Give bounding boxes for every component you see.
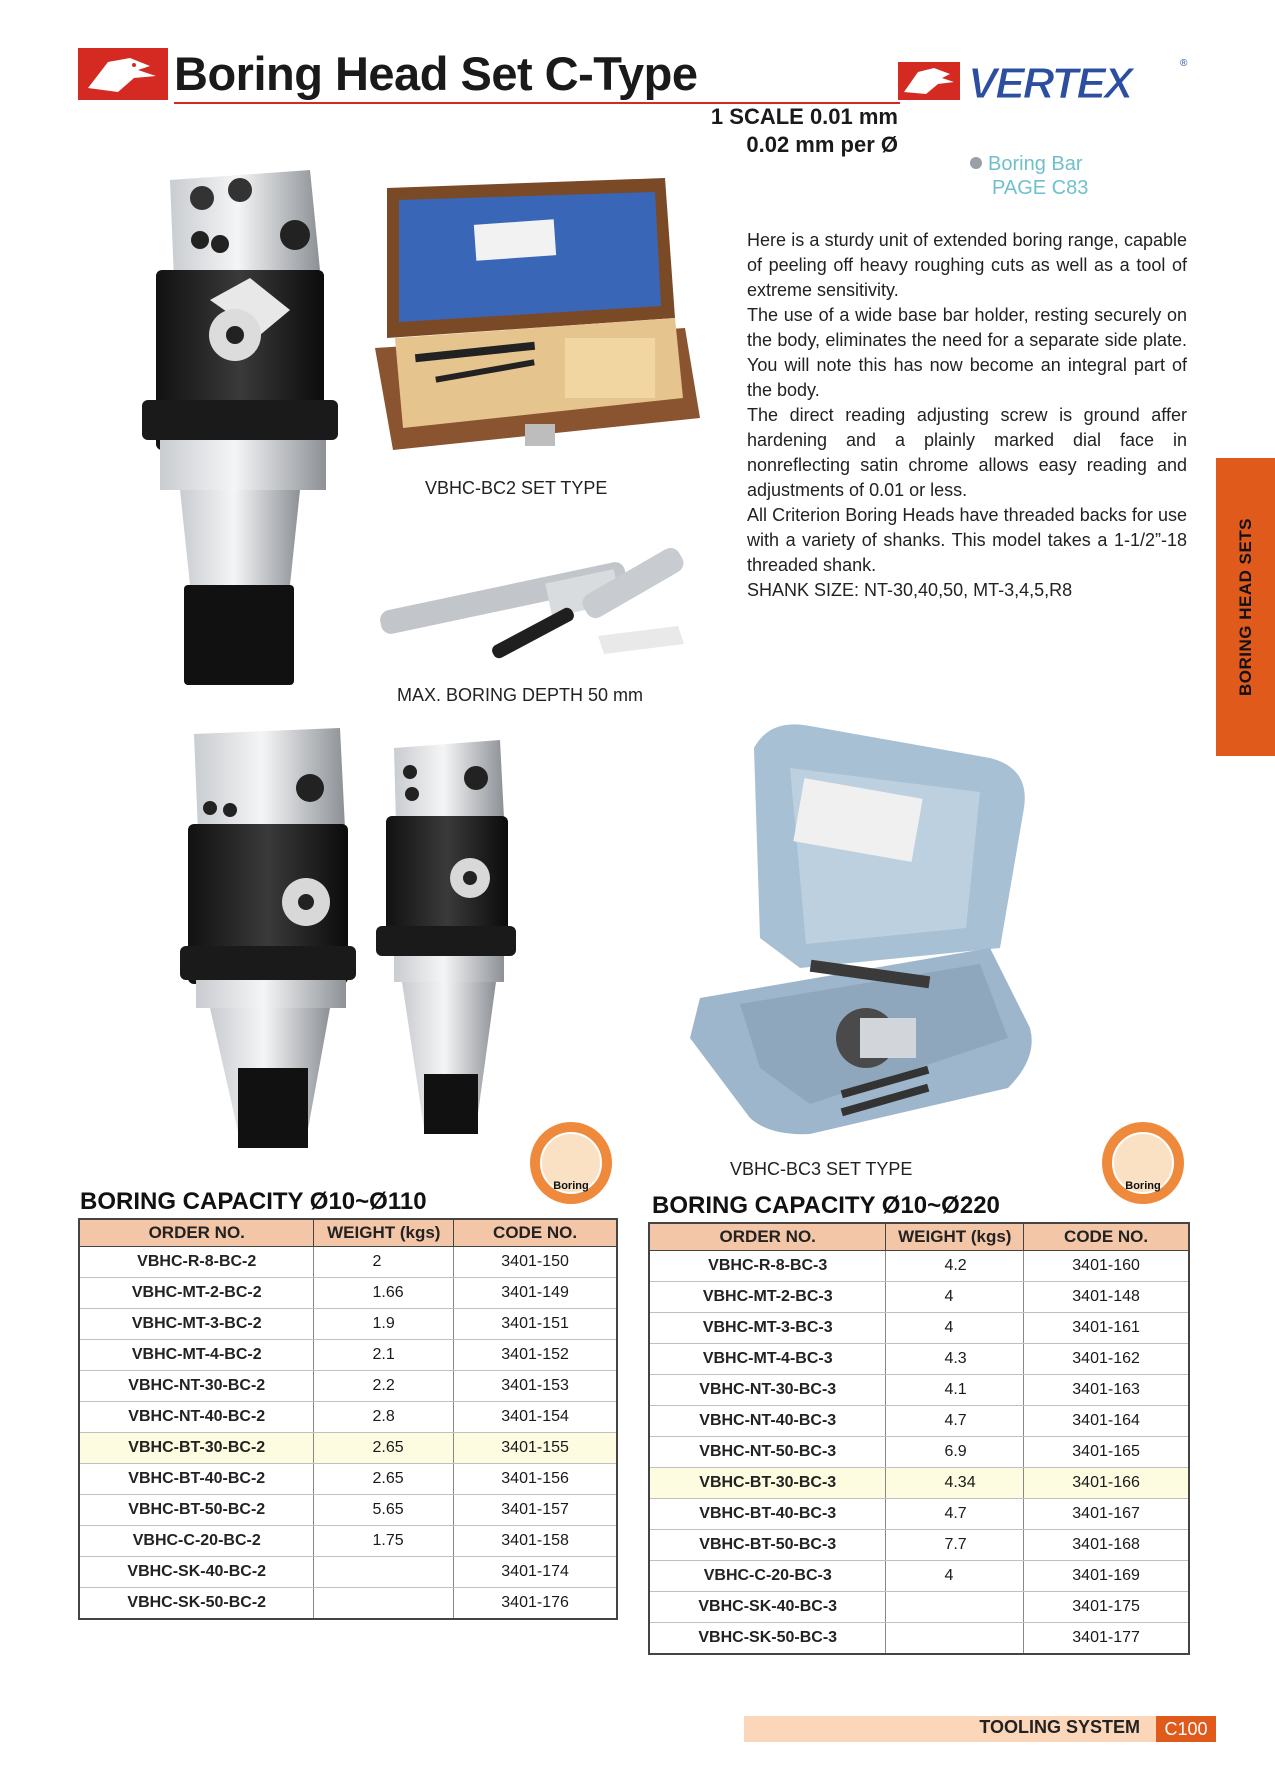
table-row [79, 1402, 617, 1433]
order-no-cell: VBHC-NT-50-BC-3 [649, 1437, 886, 1468]
table-row [649, 1437, 1189, 1468]
footer-section: TOOLING SYSTEM [979, 1717, 1140, 1737]
shank-size-text: SHANK SIZE: NT-30,40,50, MT-3,4,5,R8 [747, 580, 1073, 600]
table-row [649, 1282, 1189, 1313]
table-row [79, 1309, 617, 1340]
two-boring-heads-photo [180, 728, 520, 1150]
code-no-cell: 3401-175 [1024, 1592, 1189, 1623]
description-paragraph: All Criterion Boring Heads have threaded backs for use with a variety of shanks. This model takes a 1-1/2”-18 threaded shank. [747, 505, 1187, 575]
weight-cell: 2 [314, 1247, 454, 1278]
code-no-cell: 3401-176 [454, 1588, 617, 1620]
table-row [79, 1278, 617, 1309]
wooden-case-photo [375, 178, 700, 450]
weight-cell: 4.1 [886, 1375, 1024, 1406]
table-row [79, 1526, 617, 1557]
weight-cell: 4 [886, 1282, 1024, 1313]
page-title: Boring Head Set C-Type [174, 47, 698, 100]
table-row [649, 1406, 1189, 1437]
code-no-cell: 3401-167 [1024, 1499, 1189, 1530]
description-paragraph: Here is a sturdy unit of extended boring range, capable of peeling off heavy roughing cuts as well as a tool of extreme sensitivity. [747, 230, 1187, 300]
page-number: C100 [1156, 1716, 1216, 1742]
column-header: CODE NO. [1024, 1223, 1189, 1251]
side-tab-label: BORING HEAD SETS [1235, 517, 1255, 697]
code-no-cell: 3401-166 [1024, 1468, 1189, 1499]
table-header-row [79, 1219, 617, 1247]
brand-wordmark: VERTEX [968, 59, 1132, 106]
table-row [649, 1592, 1189, 1623]
weight-cell: 1.9 [314, 1309, 454, 1340]
order-no-cell: VBHC-MT-3-BC-3 [649, 1313, 886, 1344]
weight-cell: 6.9 [886, 1437, 1024, 1468]
weight-cell: 2.1 [314, 1340, 454, 1371]
eagle-logo-icon [78, 48, 168, 100]
table-row [649, 1251, 1189, 1282]
order-no-cell: VBHC-R-8-BC-3 [649, 1251, 886, 1282]
column-header: WEIGHT (kgs) [886, 1223, 1024, 1251]
order-no-cell: VBHC-NT-40-BC-2 [79, 1402, 314, 1433]
product-description [747, 228, 1187, 603]
code-no-cell: 3401-153 [454, 1371, 617, 1402]
table-row [649, 1313, 1189, 1344]
column-header: CODE NO. [454, 1219, 617, 1247]
weight-cell [886, 1592, 1024, 1623]
table-row [649, 1561, 1189, 1592]
order-no-cell: VBHC-MT-2-BC-2 [79, 1278, 314, 1309]
table-row [79, 1371, 617, 1402]
table-row [79, 1340, 617, 1371]
weight-cell: 4.2 [886, 1251, 1024, 1282]
table-row [79, 1588, 617, 1620]
table-row [649, 1530, 1189, 1561]
table-right-title: BORING CAPACITY Ø10~Ø220 [652, 1192, 1000, 1219]
weight-cell [314, 1557, 454, 1588]
order-no-cell: VBHC-SK-50-BC-2 [79, 1588, 314, 1620]
badge-label: Boring [553, 1180, 589, 1192]
order-no-cell: VBHC-BT-50-BC-2 [79, 1495, 314, 1526]
weight-cell: 4.7 [886, 1499, 1024, 1530]
code-no-cell: 3401-168 [1024, 1530, 1189, 1561]
code-no-cell: 3401-160 [1024, 1251, 1189, 1282]
order-no-cell: VBHC-MT-4-BC-2 [79, 1340, 314, 1371]
weight-cell: 2.65 [314, 1433, 454, 1464]
order-no-cell: VBHC-MT-2-BC-3 [649, 1282, 886, 1313]
code-no-cell: 3401-174 [454, 1557, 617, 1588]
column-header: ORDER NO. [649, 1223, 886, 1251]
boring-bars-photo [378, 540, 698, 678]
code-no-cell: 3401-169 [1024, 1561, 1189, 1592]
order-no-cell: VBHC-NT-40-BC-3 [649, 1406, 886, 1437]
table-row [649, 1375, 1189, 1406]
boring-head-photo [140, 160, 340, 700]
weight-cell [314, 1588, 454, 1620]
order-no-cell: VBHC-NT-30-BC-3 [649, 1375, 886, 1406]
order-no-cell: VBHC-BT-40-BC-3 [649, 1499, 886, 1530]
weight-cell: 4.7 [886, 1406, 1024, 1437]
order-no-cell: VBHC-C-20-BC-2 [79, 1526, 314, 1557]
weight-cell: 5.65 [314, 1495, 454, 1526]
order-no-cell: VBHC-BT-40-BC-2 [79, 1464, 314, 1495]
boring-bar-reference[interactable] [970, 152, 1088, 200]
table-row [649, 1468, 1189, 1499]
code-no-cell: 3401-161 [1024, 1313, 1189, 1344]
scale-text: 1 SCALE 0.01 mm [710, 104, 898, 129]
code-no-cell: 3401-156 [454, 1464, 617, 1495]
order-no-cell: VBHC-SK-50-BC-3 [649, 1623, 886, 1655]
code-no-cell: 3401-150 [454, 1247, 617, 1278]
code-no-cell: 3401-157 [454, 1495, 617, 1526]
weight-cell [886, 1623, 1024, 1655]
order-no-cell: VBHC-BT-30-BC-2 [79, 1433, 314, 1464]
code-no-cell: 3401-163 [1024, 1375, 1189, 1406]
caption-max-depth: MAX. BORING DEPTH 50 mm [397, 685, 644, 705]
weight-cell: 7.7 [886, 1530, 1024, 1561]
code-no-cell: 3401-165 [1024, 1437, 1189, 1468]
table-row [79, 1464, 617, 1495]
plastic-case-photo [690, 718, 1038, 1136]
boring-badge-icon [1102, 1122, 1184, 1204]
order-no-cell: VBHC-NT-30-BC-2 [79, 1371, 314, 1402]
weight-cell: 2.65 [314, 1464, 454, 1495]
table-row [79, 1495, 617, 1526]
weight-cell: 4.34 [886, 1468, 1024, 1499]
description-paragraph: The direct reading adjusting screw is ground affer hardening and a plainly marked dial face in nonreflecting satin chrome allows easy reading and adjustments of 0.01 or less. [747, 405, 1187, 500]
badge-label: Boring [1125, 1180, 1161, 1192]
spec-table-right [648, 1222, 1190, 1655]
weight-cell: 2.2 [314, 1371, 454, 1402]
order-no-cell: VBHC-SK-40-BC-2 [79, 1557, 314, 1588]
column-header: WEIGHT (kgs) [314, 1219, 454, 1247]
code-no-cell: 3401-148 [1024, 1282, 1189, 1313]
order-no-cell: VBHC-C-20-BC-3 [649, 1561, 886, 1592]
code-no-cell: 3401-158 [454, 1526, 617, 1557]
weight-cell: 4 [886, 1313, 1024, 1344]
description-paragraph: The use of a wide base bar holder, resting securely on the body, eliminates the need for a separate side plate. You will note this has now become an integral part of the body. [747, 305, 1187, 400]
weight-cell: 2.8 [314, 1402, 454, 1433]
code-no-cell: 3401-164 [1024, 1406, 1189, 1437]
table-row [79, 1433, 617, 1464]
order-no-cell: VBHC-MT-3-BC-2 [79, 1309, 314, 1340]
caption-bc2-set: VBHC-BC2 SET TYPE [425, 478, 608, 498]
table-row [79, 1247, 617, 1278]
caption-bc3-set: VBHC-BC3 SET TYPE [730, 1159, 913, 1179]
scale-per-diameter-text: 0.02 mm per Ø [746, 132, 898, 157]
vertex-brand-logo [898, 56, 1188, 106]
order-no-cell: VBHC-MT-4-BC-3 [649, 1344, 886, 1375]
table-row [649, 1623, 1189, 1655]
reference-label: Boring Bar [988, 153, 1083, 175]
table-row [79, 1557, 617, 1588]
weight-cell: 1.66 [314, 1278, 454, 1309]
table-row [649, 1344, 1189, 1375]
order-no-cell: VBHC-BT-50-BC-3 [649, 1530, 886, 1561]
boring-badge-icon [530, 1122, 612, 1204]
weight-cell: 4.3 [886, 1344, 1024, 1375]
order-no-cell: VBHC-SK-40-BC-3 [649, 1592, 886, 1623]
code-no-cell: 3401-155 [454, 1433, 617, 1464]
table-row [649, 1499, 1189, 1530]
table-header-row [649, 1223, 1189, 1251]
section-side-tab[interactable] [1216, 458, 1275, 756]
weight-cell: 1.75 [314, 1526, 454, 1557]
code-no-cell: 3401-177 [1024, 1623, 1189, 1655]
bullet-icon [970, 157, 982, 169]
spec-table-left [78, 1218, 618, 1620]
code-no-cell: 3401-154 [454, 1402, 617, 1433]
code-no-cell: 3401-152 [454, 1340, 617, 1371]
code-no-cell: 3401-151 [454, 1309, 617, 1340]
order-no-cell: VBHC-R-8-BC-2 [79, 1247, 314, 1278]
code-no-cell: 3401-149 [454, 1278, 617, 1309]
order-no-cell: VBHC-BT-30-BC-3 [649, 1468, 886, 1499]
svg-text:®: ® [1180, 58, 1188, 69]
column-header: ORDER NO. [79, 1219, 314, 1247]
weight-cell: 4 [886, 1561, 1024, 1592]
table-left-title: BORING CAPACITY Ø10~Ø110 [80, 1188, 427, 1215]
reference-page: PAGE C83 [992, 177, 1089, 199]
code-no-cell: 3401-162 [1024, 1344, 1189, 1375]
